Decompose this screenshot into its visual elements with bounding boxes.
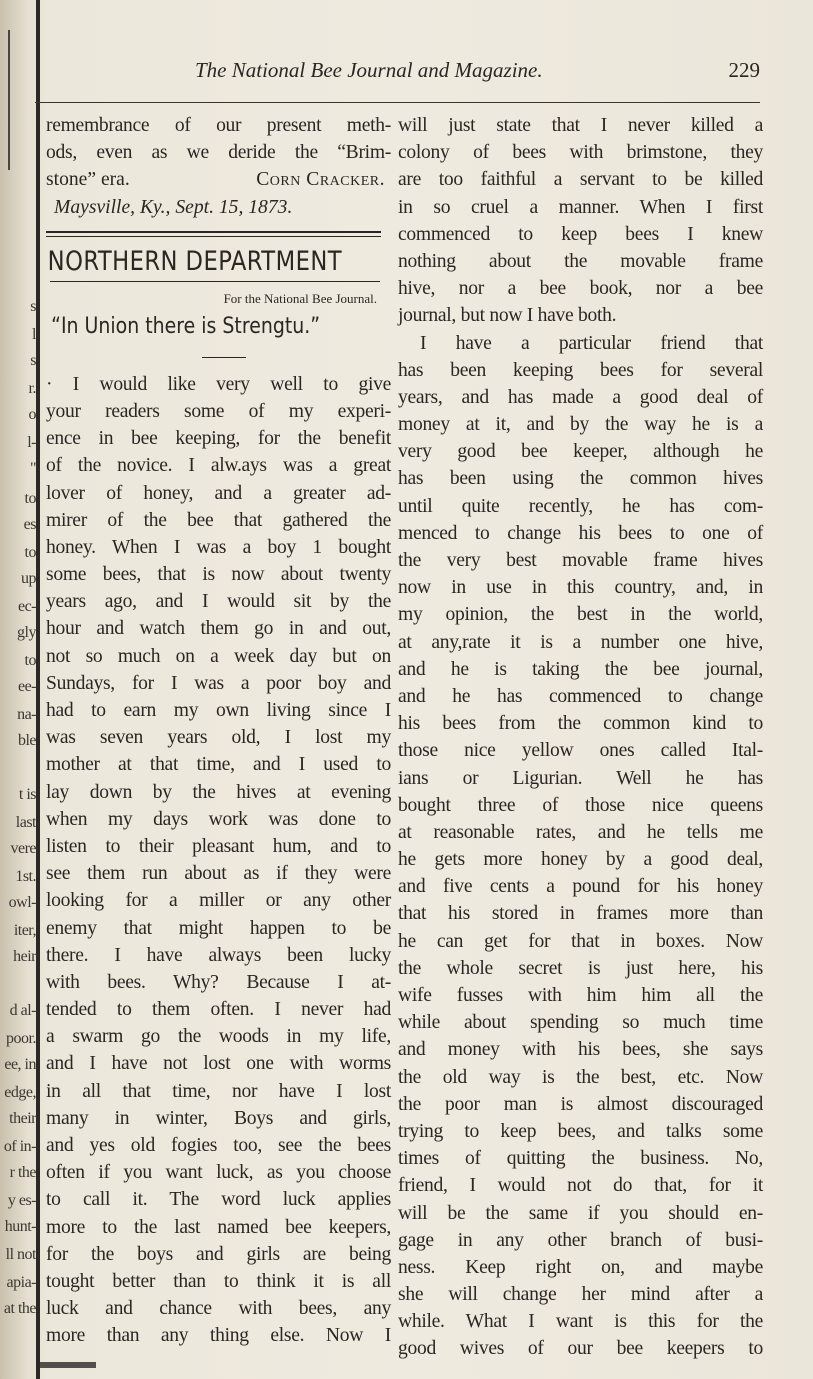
text-line: had to earn my own living since I: [46, 700, 391, 721]
text-line: there. I have always been lucky: [46, 944, 391, 966]
text-line: she will change her mind after a: [398, 1284, 763, 1306]
margin-fragment: of in-: [3, 1138, 36, 1155]
text-line: now in use in this country, and, in: [398, 577, 763, 599]
margin-fragment: up: [21, 570, 36, 587]
text-line: mother at that time, and I used to: [46, 754, 391, 776]
text-line: at reasonable rates, and he tells me: [398, 821, 763, 843]
margin-fragment: to: [24, 652, 36, 669]
text-line: luck and chance with bees, any: [46, 1298, 391, 1320]
margin-fragment: edge,: [4, 1084, 36, 1101]
text-line: I have a particular friend that: [420, 332, 763, 354]
text-line: money at it, and by the way he is a: [398, 414, 763, 436]
margin-fragment: l: [32, 326, 36, 343]
text-line: the whole secret is just here, his: [398, 957, 763, 979]
text-line: tended to them often. I never had: [46, 999, 391, 1021]
article-body-left: [46, 371, 391, 1350]
margin-fragment: l-: [27, 434, 36, 451]
title-rule: [202, 357, 246, 358]
margin-fragment: es: [23, 516, 36, 533]
text-line: colony of bees with brimstone, they: [398, 142, 763, 164]
department-title: NORTHERN DEPARTMENT: [47, 245, 342, 277]
right-column: [398, 112, 763, 1363]
margin-fragment: o: [28, 406, 36, 423]
text-line: more than any thing else. Now I: [46, 1325, 391, 1347]
margin-fragment: owl-: [8, 894, 36, 911]
text-line: tought better than to think it is all: [46, 1270, 391, 1292]
margin-fragment: d al-: [9, 1002, 36, 1019]
text-line: his bees from the common kind to: [398, 713, 763, 735]
text-line: while about spending so much time: [398, 1012, 763, 1034]
text-line: while. What I want is this for the: [398, 1311, 763, 1333]
text-line: ness. Keep right on, and maybe: [398, 1256, 763, 1278]
text-line: and money with his bees, she says: [398, 1039, 763, 1061]
text-line: at any,rate it is a number one hive,: [398, 631, 763, 653]
margin-fragment: ll not: [5, 1246, 36, 1263]
text-line: he can get for that in boxes. Now: [398, 930, 763, 952]
margin-fragment: heir: [13, 948, 36, 965]
text-line: for the boys and girls are being: [46, 1243, 391, 1265]
text-line: with bees. Why? Because I at-: [46, 971, 391, 993]
text-line: ians or Ligurian. Well he has: [398, 767, 763, 789]
margin-fragment: to: [24, 490, 36, 507]
text-line: years ago, and I would sit by the: [46, 591, 391, 613]
left-column: [46, 112, 391, 1350]
text-line: lover of honey, and a greater ad-: [46, 482, 391, 504]
facing-page-text-fragments: [0, 0, 40, 1379]
text-line: and he has commenced to change: [398, 685, 763, 707]
text-line: mirer of the bee that gathered the: [46, 509, 391, 531]
text-line: and yes old fogies too, see the bees: [46, 1135, 391, 1156]
text-line: · I would like very well to give: [46, 373, 391, 395]
text-line: was seven years old, I lost my: [46, 727, 391, 749]
text-line: of the novice. I alw.ays was a great: [46, 455, 391, 477]
text-line: he gets more honey by a good deal,: [398, 849, 763, 871]
binding-mark: [36, 1362, 96, 1368]
margin-fragment: ee-: [17, 678, 36, 695]
text-line: friend, I would not do that, for it: [398, 1175, 763, 1197]
text-line: my opinion, the best in the world,: [398, 604, 763, 626]
text-line: has been using the common hives: [398, 468, 763, 490]
text-line: a swarm go the woods in my life,: [46, 1026, 391, 1048]
page-header: [40, 58, 780, 88]
header-rule: [35, 102, 760, 103]
text-line: those nice yellow ones called Ital-: [398, 740, 763, 762]
article-body-right: [398, 112, 763, 1363]
text-line: has been keeping bees for several: [398, 359, 763, 381]
margin-fragment: vere: [10, 840, 36, 857]
text-line: the old way is the best, etc. Now: [398, 1066, 763, 1088]
text-line: enemy that might happen to be: [46, 917, 391, 939]
margin-fragment: last: [15, 814, 36, 831]
text-line: not so much on a week day but on: [46, 645, 391, 667]
text-line: often if you want luck, as you choose: [46, 1162, 391, 1184]
margin-fragment: ee, in: [4, 1056, 36, 1073]
text-line: and I have not lost one with worms: [46, 1053, 391, 1075]
margin-fragment: s: [30, 352, 36, 369]
section-separator: [46, 223, 391, 245]
text-line: many in winter, Boys and girls,: [46, 1107, 391, 1129]
margin-fragment: their: [9, 1110, 36, 1127]
margin-fragment: y es-: [7, 1192, 36, 1209]
text-line: the poor man is almost discouraged: [398, 1093, 763, 1115]
text-line: will just state that I never killed a: [398, 115, 763, 136]
margin-fragment: ": [29, 460, 36, 477]
text-line: journal, but now I have both.: [398, 305, 617, 327]
running-head: The National Bee Journal and Magazine.: [195, 58, 543, 82]
text-line: very good bee keeper, although he: [398, 441, 763, 463]
signature-line: [46, 166, 391, 193]
text-line: and five cents a pound for his honey: [398, 876, 763, 898]
text-line: more to the last named bee keepers,: [46, 1216, 391, 1238]
text-line: listen to their pleasant hum, and to: [46, 835, 391, 857]
text-line: hour and watch them go in and out,: [46, 618, 391, 640]
margin-fragment: to: [24, 544, 36, 561]
article-title: “In Union there is Strengtu.”: [51, 313, 321, 339]
text-line: the very best movable frame hives: [398, 550, 763, 571]
text-line: menced to change his bees to one of: [398, 522, 763, 544]
page-number: 229: [728, 58, 760, 82]
byline: For the National Bee Journal.: [223, 290, 377, 306]
text-line: until quite recently, he has com-: [398, 495, 763, 517]
text-line: good wives of our bee keepers to: [398, 1338, 763, 1360]
margin-fragment: poor.: [6, 1030, 36, 1047]
margin-fragment: gly: [17, 624, 36, 641]
margin-fragment: 1st.: [15, 868, 36, 885]
text-line: honey. When I was a boy 1 bought: [46, 536, 391, 558]
margin-fragment: apia-: [6, 1274, 36, 1291]
margin-fragment: r.: [28, 380, 36, 397]
text-line: trying to keep bees, and talks some: [398, 1120, 763, 1142]
margin-fragment: iter,: [13, 922, 36, 939]
author-signature: Corn Cracker.: [256, 169, 385, 191]
text-line: in so cruel a manner. When I first: [398, 196, 763, 218]
margin-fragment: r the: [9, 1164, 36, 1181]
text-line: Sundays, for I was a poor boy and: [46, 672, 391, 694]
text-line: and he is taking the bee journal,: [398, 658, 763, 680]
text-line: some bees, that is now about twenty: [46, 564, 391, 586]
department-rule: [50, 281, 380, 282]
text-line: lay down by the hives at evening: [46, 781, 391, 803]
margin-fragment: ble: [17, 732, 36, 749]
text-line: years, and has made a good deal of: [398, 386, 763, 408]
margin-fragment: at the: [3, 1300, 36, 1317]
margin-fragment: na-: [17, 706, 36, 723]
text-line: bought three of those nice queens: [398, 794, 763, 816]
text-line: wife fusses with him him all the: [398, 985, 763, 1006]
margin-fragment: t is: [18, 786, 36, 803]
text-line: in all that time, nor have I lost: [46, 1080, 391, 1102]
text-line: to call it. The word luck applies: [46, 1189, 391, 1211]
margin-fragment: hunt-: [4, 1218, 36, 1235]
text-line: ods, even as we deride the “Brim-: [46, 142, 391, 164]
margin-fragment: s: [30, 298, 36, 315]
text-line: when my days work was done to: [46, 808, 391, 830]
text-line: that his stored in frames more than: [398, 903, 763, 925]
text-line: times of quitting the business. No,: [398, 1148, 763, 1170]
text-line: nothing about the movable frame: [398, 250, 763, 272]
dateline: Maysville, Ky., Sept. 15, 1873.: [54, 196, 293, 218]
text-line: stone” era.: [46, 169, 130, 191]
text-line: will be the same if you should en-: [398, 1202, 763, 1224]
text-line: looking for a miller or any other: [46, 890, 391, 912]
margin-fragment: ec-: [17, 598, 36, 615]
text-line: your readers some of my experi-: [46, 400, 391, 422]
text-line: remembrance of our present meth-: [46, 115, 391, 136]
text-line: see them run about as if they were: [46, 863, 391, 885]
text-line: gage in any other branch of busi-: [398, 1229, 763, 1251]
text-line: commenced to keep bees I knew: [398, 223, 763, 245]
text-line: ence in bee keeping, for the benefit: [46, 428, 391, 450]
text-line: hive, nor a bee book, nor a bee: [398, 278, 763, 300]
text-line: are too faithful a servant to be killed: [398, 169, 763, 191]
